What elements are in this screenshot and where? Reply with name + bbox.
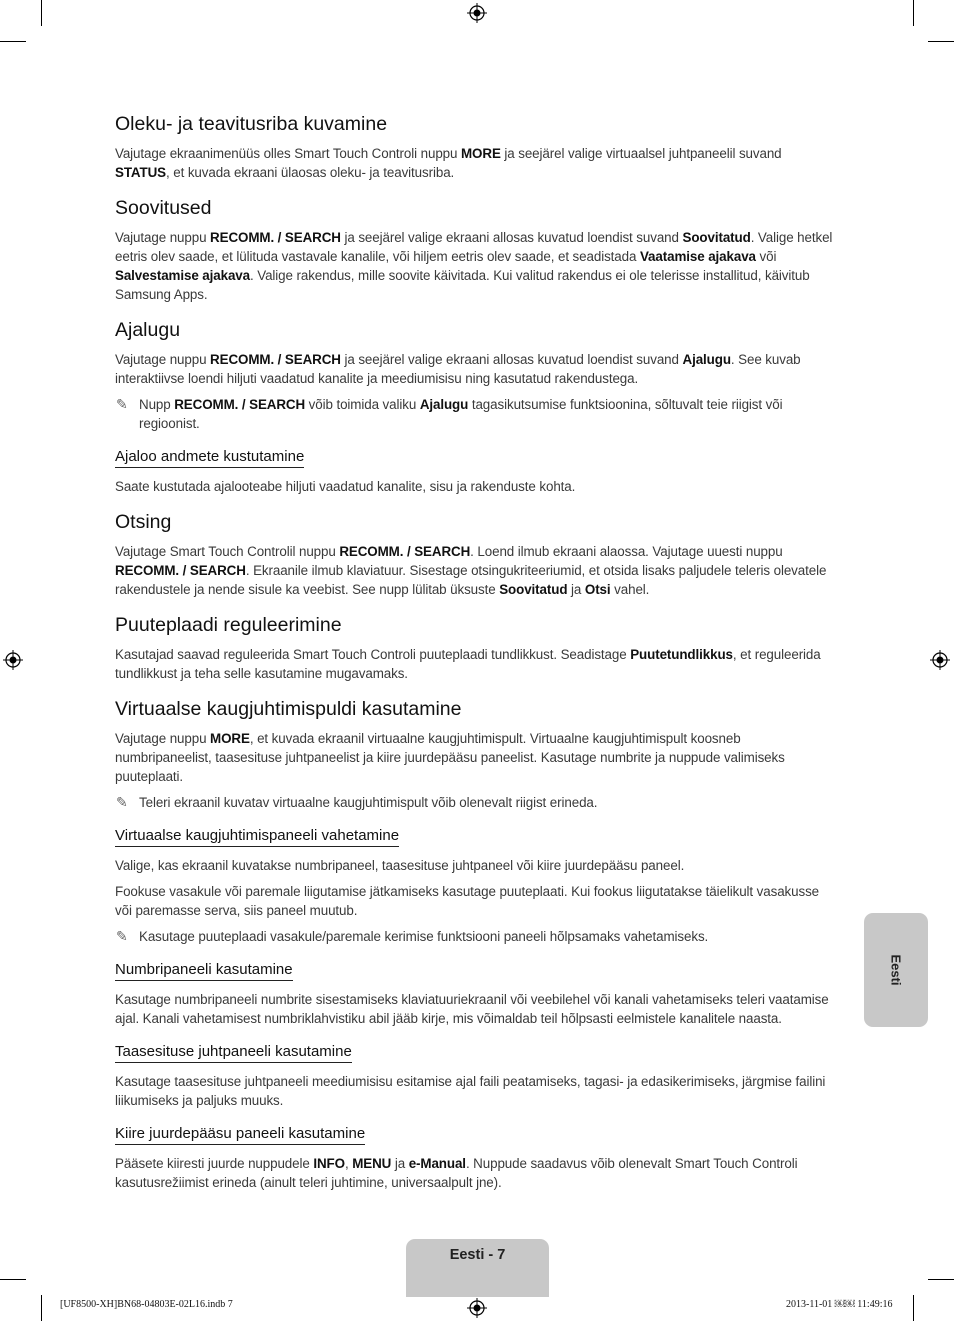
section-heading: Otsing: [115, 511, 172, 533]
paragraph: Valige, kas ekraanil kuvatakse numbripaneel, taasesituse juhtpaneel või kiire juurdepääsu paneel.: [115, 858, 685, 873]
paragraph: Vajutage Smart Touch Controlil nuppu RECOMM. / SEARCH. Loend ilmub ekraani alaossa. Vajutage uuesti nuppu RECOMM. / SEARCH. Ekraanile ilmub klaviatuur. Sisestage otsingukriteeriumid, et otsida lisaks paljudele teleris olevatele rakendustele ja nende sisule ka veebist. See nupp lülitab üksuste Soovitatud ja Otsi vahel.: [115, 544, 827, 597]
note: ✎ Teleri ekraanil kuvatav virtuaalne kaugjuhtimispult võib olenevalt riigist erineda.: [116, 794, 598, 810]
subsection-heading: Ajaloo andmete kustutamine: [115, 448, 304, 468]
crop-mark: [913, 0, 914, 26]
language-side-tab: [864, 913, 928, 1027]
note: ✎ Nupp RECOMM. / SEARCH võib toimida valiku Ajalugu tagasikutsumise funktsioonina, sõltuvalt teie riigist või regioonist.: [116, 396, 783, 431]
crop-mark: [0, 41, 26, 42]
subsection-heading: Kiire juurdepääsu paneeli kasutamine: [115, 1125, 365, 1145]
section-heading: Soovitused: [115, 197, 212, 219]
pencil-note-icon: ✎: [116, 928, 128, 944]
registration-mark-icon: [3, 650, 23, 670]
registration-mark-icon: [467, 1298, 487, 1318]
crop-mark: [41, 1295, 42, 1321]
paragraph: Fookuse vasakule või paremale liigutamise jätkamiseks kasutage puuteplaati. Kui fookus liigutatakse täielikult vasakusse või paremasse serva, siis paneel muutub.: [115, 884, 820, 918]
registration-mark-icon: [467, 3, 487, 23]
pencil-note-icon: ✎: [116, 794, 128, 810]
paragraph: Vajutage nuppu RECOMM. / SEARCH ja seejärel valige ekraani allosas kuvatud loendist suvand Ajalugu. See kuvab interaktiivse loendi hiljuti vaadatud kanalite ja meediumisisu ning kasutatud rakendustega.: [115, 352, 801, 386]
paragraph: Kasutajad saavad reguleerida Smart Touch Controli puuteplaadi tundlikkust. Seadistage Puutetundlikkus, et reguleerida tundlikkust ja teha selle kasutamine mugavamaks.: [115, 647, 821, 681]
section-heading: Ajalugu: [115, 319, 181, 341]
crop-mark: [928, 41, 954, 42]
note: ✎ Kasutage puuteplaadi vasakule/paremale kerimise funktsiooni paneeli hõlpsamaks vahetamiseks.: [116, 928, 709, 944]
crop-mark: [913, 1295, 914, 1321]
paragraph: Vajutage nuppu MORE, et kuvada ekraanil virtuaalne kaugjuhtimispult. Virtuaalne kaugjuhtimispult koosneb numbripaneelist, taasesituse juhtpaneelist ja kiire juurdepääsu paneelist. Kasutage numbrite ja nuppude valimiseks puuteplaati.: [115, 731, 785, 784]
section-heading: Virtuaalse kaugjuhtimispuldi kasutamine: [115, 698, 462, 720]
subsection-heading: Numbripaneeli kasutamine: [115, 961, 293, 981]
paragraph: Saate kustutada ajalooteabe hiljuti vaadatud kanalite, sisu ja rakenduste kohta.: [115, 479, 576, 494]
paragraph: Pääsete kiiresti juurde nuppudele INFO, MENU ja e-Manual. Nuppude saadavus võib olenevalt Smart Touch Controli kasutusrežiimist erineda (ainult teleri juhtimine, universaalpult jne).: [115, 1156, 798, 1190]
paragraph: Kasutage numbripaneeli numbrite sisestamiseks klaviatuuriekraanil või veebilehel või kanali vahetamiseks teleri vaatamise ajal. Kanali vahetamisest numbriklahvistiku abil jääb kirje, mis võimaldab teil hõlpsasti eelmistele kanalitele naasta.: [115, 992, 829, 1026]
language-label: Eesti: [888, 954, 904, 986]
page-number-tab: [406, 1239, 549, 1297]
footer-file-info: [UF8500-XH]BN68-04803E-02L16.indb 7: [60, 1299, 233, 1310]
paragraph: Vajutage ekraanimenüüs olles Smart Touch Controli nuppu MORE ja seejärel valige virtuaalsel juhtpaneelil suvand STATUS, et kuvada ekraani ülaosas oleku- ja teavitusriba.: [115, 146, 782, 180]
registration-mark-icon: [930, 650, 950, 670]
crop-mark: [41, 0, 42, 26]
crop-mark: [0, 1279, 26, 1280]
subsection-heading: Virtuaalse kaugjuhtimispaneeli vahetamine: [115, 827, 399, 847]
paragraph: Kasutage taasesituse juhtpaneeli meediumisisu esitamise ajal faili peatamiseks, tagasi- ja edasikerimiseks, järgmise failini liikumiseks ja paljuks muuks.: [115, 1074, 826, 1108]
page-number-label: Eesti - 7: [449, 1247, 506, 1263]
subsection-heading: Taasesituse juhtpaneeli kasutamine: [115, 1043, 352, 1063]
paragraph: Vajutage nuppu RECOMM. / SEARCH ja seejärel valige ekraani allosas kuvatud loendist suvand Soovitatud. Valige hetkel eetris olev saade, et lülituda vastavale kanalile, või hiljem eetris olev saade, et seadistada Vaatamise ajakava või Salvestamise ajakava. Valige rakendus, mille soovite käivitada. Kui valitud rakendus ei ole telerisse installitud, käivitub Samsung Apps.: [115, 230, 833, 302]
page-content: [115, 112, 837, 1199]
footer-timestamp: 2013-11-01 ￼￼ 11:49:16: [786, 1299, 893, 1310]
crop-mark: [928, 1279, 954, 1280]
section-heading: Oleku- ja teavitusriba kuvamine: [115, 113, 388, 135]
section-heading: Puuteplaadi reguleerimine: [115, 614, 342, 636]
pencil-note-icon: ✎: [116, 396, 128, 412]
